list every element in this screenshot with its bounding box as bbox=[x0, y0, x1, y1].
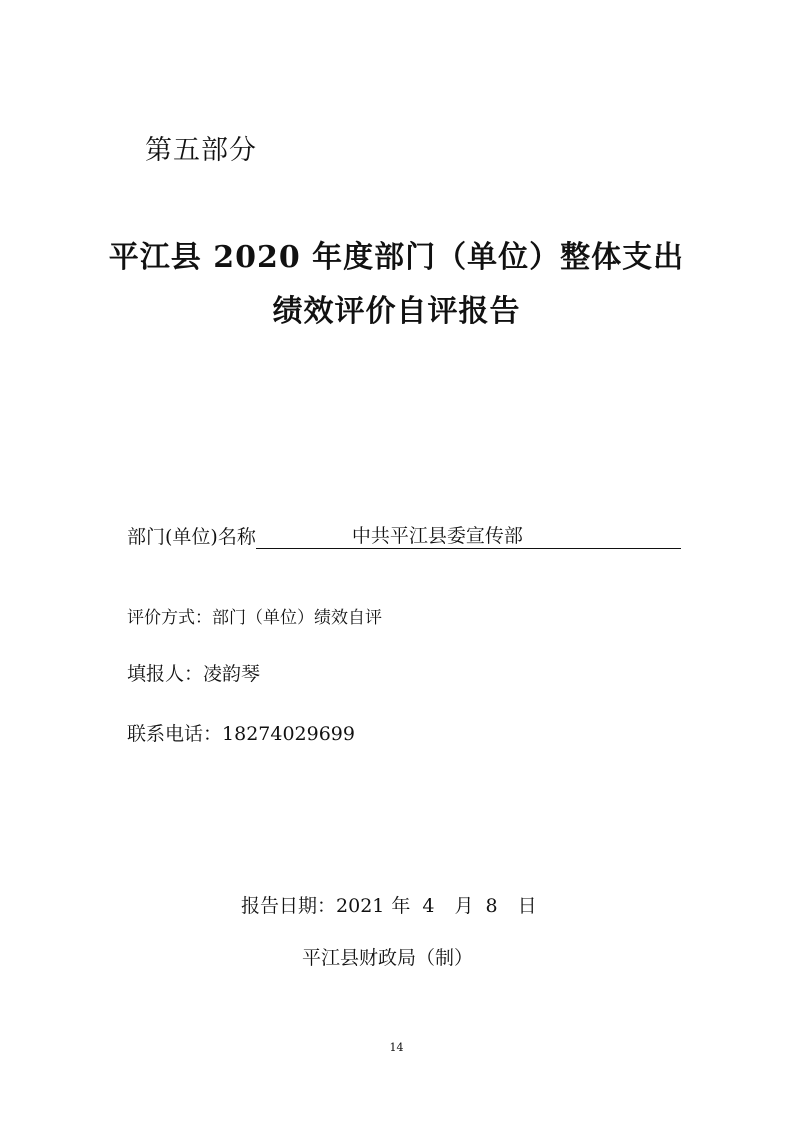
report-date-label: 报告日期： bbox=[241, 895, 337, 917]
phone-value: 18274029699 bbox=[222, 723, 355, 745]
dept-name-label: 部门(单位)名称 bbox=[127, 526, 256, 548]
evaluation-method-row bbox=[127, 603, 382, 628]
dept-name-value: 中共平江县委宣传部 bbox=[351, 525, 523, 547]
filler-row bbox=[127, 659, 260, 686]
report-title-line-1: 平江县 2020 年度部门（单位）整体支出 bbox=[108, 240, 685, 275]
dept-name-row bbox=[127, 522, 681, 549]
phone-label: 联系电话： bbox=[127, 723, 223, 745]
phone-row bbox=[127, 719, 355, 746]
page-number: 14 bbox=[389, 1041, 404, 1054]
report-date-day: 8 bbox=[485, 895, 498, 917]
report-date-month-unit: 月 bbox=[454, 895, 474, 917]
report-date-row bbox=[241, 891, 537, 918]
report-date-day-unit: 日 bbox=[517, 895, 537, 917]
evaluation-method-value: 部门（单位）绩效自评 bbox=[212, 608, 382, 628]
report-title-line-2: 绩效评价自评报告 bbox=[272, 294, 521, 329]
filler-value: 凌韵琴 bbox=[203, 663, 261, 685]
issuer: 平江县财政局（制） bbox=[302, 947, 474, 969]
report-date-month: 4 bbox=[422, 895, 435, 917]
report-date-year-unit: 年 bbox=[391, 895, 411, 917]
report-date-year: 2021 bbox=[336, 895, 385, 917]
part-label: 第五部分 bbox=[145, 135, 257, 166]
evaluation-method-label: 评价方式： bbox=[127, 608, 212, 628]
dept-name-field bbox=[256, 524, 681, 549]
filler-label: 填报人： bbox=[127, 663, 204, 685]
